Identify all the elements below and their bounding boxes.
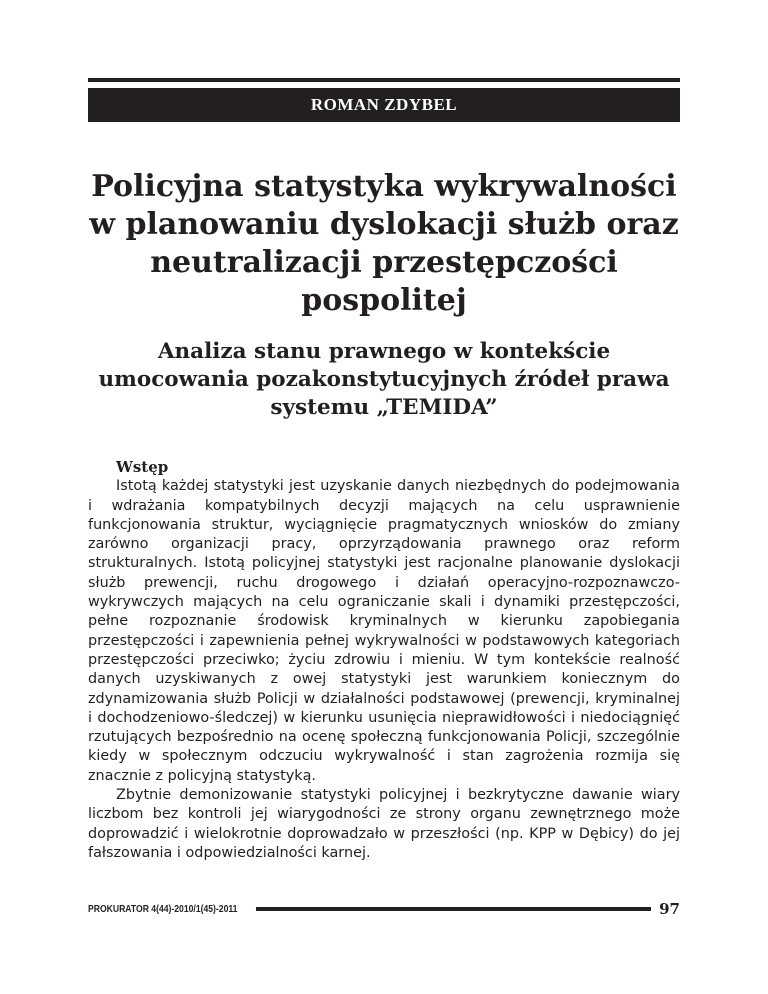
page-footer (88, 898, 680, 920)
article-title: Policyjna statystyka wykrywalności w planowaniu dyslokacji służb oraz neutralizacji przestępczości pospolitej (89, 169, 679, 318)
section-heading: Wstęp (116, 458, 169, 476)
footer-rule (256, 907, 651, 911)
journal-name: PROKURATOR 4(44)-2010/1(45)-2011 (88, 903, 238, 915)
article-body (88, 458, 680, 863)
page-number: 97 (659, 900, 680, 918)
author-name: ROMAN ZDYBEL (88, 88, 680, 122)
body-paragraph: Istotą każdej statystyki jest uzyskanie danych niezbędnych do podejmowania i wdrażania kompatybilnych decyzji mających na celu usprawnienie funkcjonowania struktur, wyciągnięcie pragmatycznych wniosków do zmiany zarówno organizacji pracy, oprzyrządowania prawnego oraz reform strukturalnych. Istotą policyjnej statystyki jest racjonalne planowanie dyslokacji służb prewencji, ruchu drogowego i działań operacyjno-rozpoznawczo-wykrywczych mających na celu ograniczanie skali i dynamiki przestępczości, pełne rozpoznanie środowisk kryminalnych w kierunku zapobiegania przestępczości i zapewnienia pełnej wykrywalności w podstawowych kategoriach przestępczości przeciwko; życiu zdrowiu i mieniu. W tym kontekście realność danych uzyskiwanych z owej statystyki jest warunkiem koniecznym do zdynamizowania służb Policji w działalności podstawowej (prewencji, kryminalnej i dochodzeniowo-śledczej) w kierunku usunięcia nieprawidłowości i niedociągnięć rzutujących bezpośrednio na ocenę społeczną funkcjonowania Policji, szczególnie kiedy w społecznym odczuciu wykrywalność i stan zagrożenia rozmija się znacznie z policyjną statystyką. (88, 478, 680, 784)
top-rule (88, 78, 680, 82)
article-subtitle: Analiza stanu prawnego w kontekście umocowania pozakonstytucyjnych źródeł prawa systemu „TEMIDA” (98, 339, 670, 420)
body-paragraph: Zbytnie demonizowanie statystyki policyjnej i bezkrytyczne dawanie wiary liczbom bez kontroli jej wiarygodności ze strony organu zewnętrznego może doprowadzić i wielokrotnie doprowadzało w przeszłości (np. KPP w Dębicy) do jej fałszowania i odpowiedzialności karnej. (88, 787, 680, 861)
